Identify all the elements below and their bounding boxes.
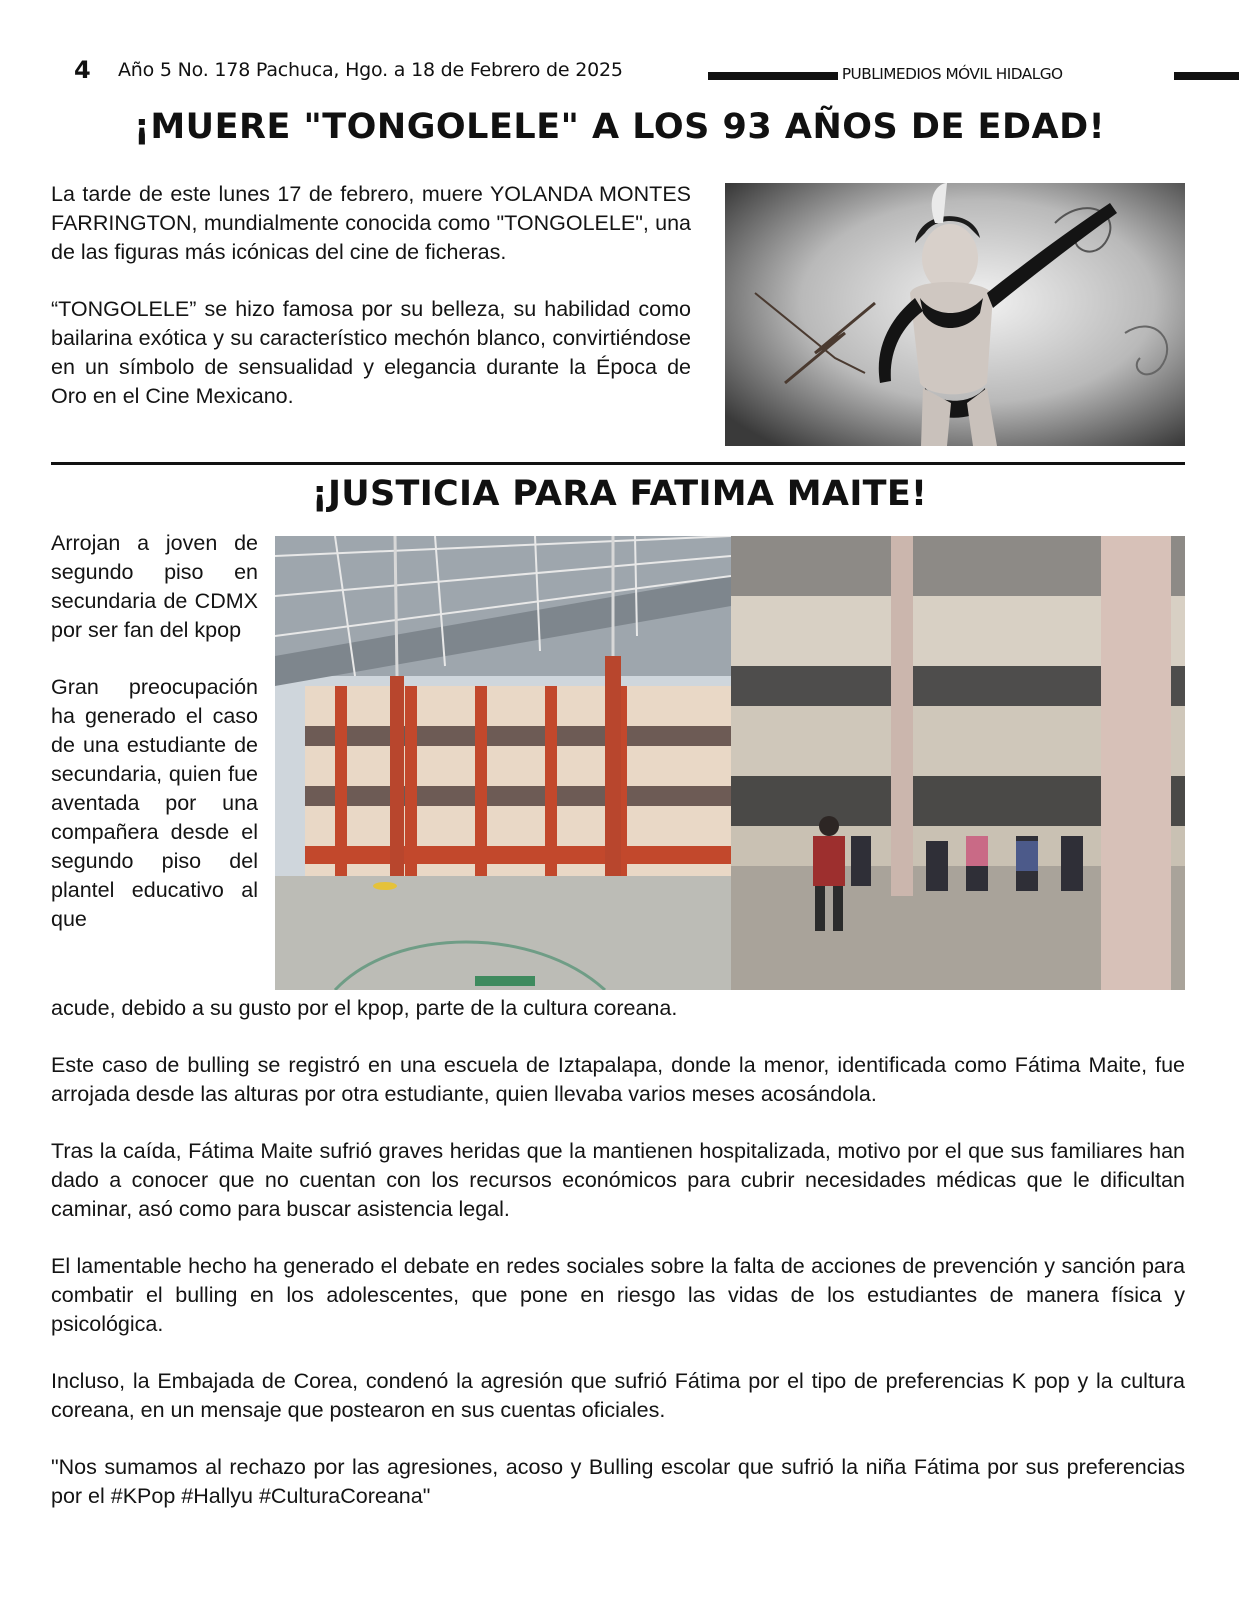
article2-paragraph: El lamentable hecho ha generado el debate en redes sociales sobre la falta de acciones de prevención y sanción para combatir el bulling en los adolescentes, que pone en riesgo las vidas de los estudiantes de manera física y psicológica.: [51, 1254, 1185, 1336]
article1-paragraph: “TONGOLELE” se hizo famosa por su belleza, su habilidad como bailarina exótica y su característico mechón blanco, convirtiéndose en un símbolo de sensualidad y elegancia durante la Época de Oro en el Cine Mexicano.: [51, 297, 691, 408]
article2-continuation: acude, debido a su gusto por el kpop, parte de la cultura coreana.: [51, 996, 678, 1020]
header-rule-right: [1174, 72, 1239, 80]
article1-body: [51, 180, 691, 439]
article2-quote: "Nos sumamos al rechazo por las agresiones, acoso y Bulling escolar que sufrió la niña Fátima por sus preferencias por el #KPop #Hallyu #CulturaCoreana": [51, 1455, 1185, 1508]
article1-paragraph: La tarde de este lunes 17 de febrero, muere YOLANDA MONTES FARRINGTON, mundialmente conocida como "TONGOLELE", una de las figuras más icónicas del cine de ficheras.: [51, 182, 691, 264]
issue-info: Año 5 No. 178 Pachuca, Hgo. a 18 de Febrero de 2025: [118, 59, 623, 81]
article2-headline: ¡JUSTICIA PARA FATIMA MAITE!: [311, 474, 928, 514]
dancer-photo: [725, 183, 1185, 446]
article2-lead: Arrojan a joven de segundo piso en secundaria de CDMX por ser fan del kpop: [51, 531, 258, 642]
schoolyard-photo: [731, 536, 1185, 990]
page-number: 4: [74, 56, 91, 84]
header-rule-left: [708, 72, 838, 80]
brand-name: PUBLIMEDIOS MÓVIL HIDALGO: [841, 65, 1063, 83]
article2-narrow-paragraph: Gran preocupación ha generado el caso de una estudiante de secundaria, quien fue aventada por una compañera desde el segundo piso del plantel educativo al que: [51, 675, 258, 931]
article2-paragraph: Este caso de bulling se registró en una escuela de Iztapalapa, donde la menor, identificada como Fátima Maite, fue arrojada desde las alturas por otra estudiante, quien llevaba varios meses acosándola.: [51, 1053, 1185, 1106]
page-header: [74, 56, 1239, 92]
section-divider: [51, 462, 1185, 465]
article2-paragraph: Incluso, la Embajada de Corea, condenó la agresión que sufrió Fátima por el tipo de preferencias K pop y la cultura coreana, en un mensaje que postearon en sus cuentas oficiales.: [51, 1369, 1185, 1422]
article1-headline: ¡MUERE "TONGOLELE" A LOS 93 AÑOS DE EDAD!: [133, 107, 1106, 147]
article2-lead-column: [51, 529, 258, 962]
article2-paragraph: Tras la caída, Fátima Maite sufrió graves heridas que la mantienen hospitalizada, motivo por el que sus familiares han dado a conocer que no cuentan con los recursos económicos para cubrir necesidades médicas que le dificultan caminar, asó como para buscar asistencia legal.: [51, 1139, 1185, 1221]
article2-body: [51, 994, 1185, 1539]
school-building-photo: [275, 536, 731, 990]
